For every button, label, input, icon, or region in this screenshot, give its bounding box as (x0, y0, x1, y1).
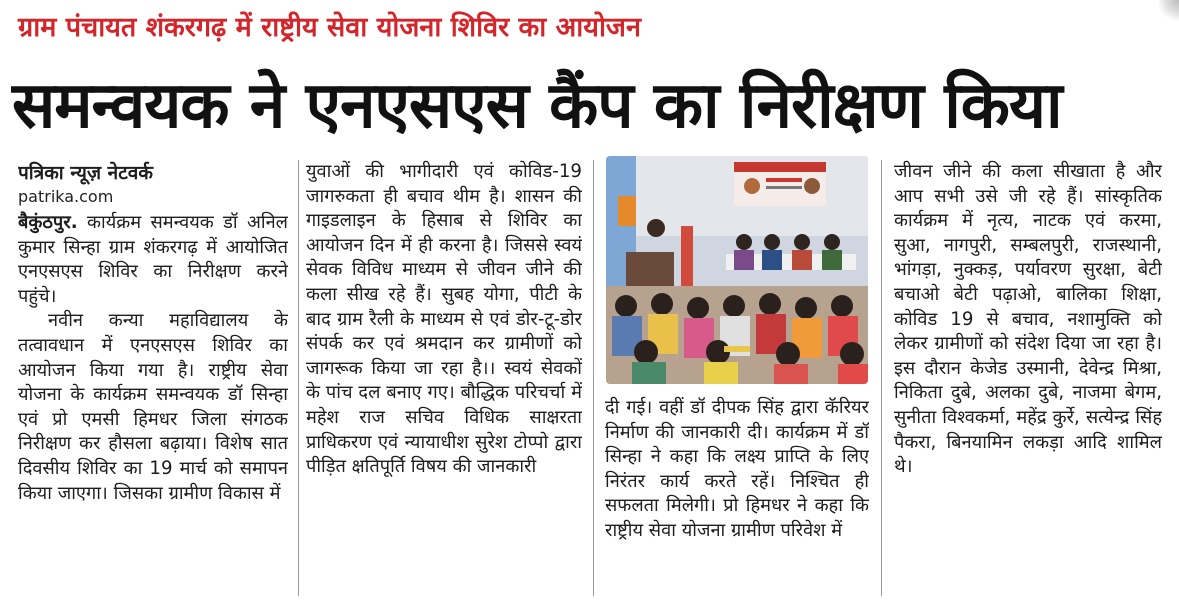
paragraph: नवीन कन्या महाविद्यालय के तत्वावधान में एनएसएस शिविर का आयोजन किया गया है। राष्ट्रीय सेवा योजना के कार्यक्रम समन्वयक डॉ सिन्हा एवं प्रो एमसी हिमधर जिला संगठक निरीक्षण कर हौसला बढ़ाया। विशेष सात दिवसीय शिविर का 19 मार्च को समापन किया जाएगा। जिसका ग्रामीण विकास में (18, 310, 288, 504)
kicker-headline: ग्राम पंचायत शंकरगढ़ में राष्ट्रीय सेवा योजना शिविर का आयोजन (18, 12, 641, 43)
paragraph: जीवन जीने की कला सीखाता है और आप सभी उसे जी रहे हैं। सांस्कृतिक कार्यक्रम में नृत्य, नाटक एवं करमा, सुआ, नागपुरी, सम्बलपुरी, राजस्थानी, भांगड़ा, नुक्कड़, पर्यावरण सुरक्षा, बेटी बचाओ बेटी पढ़ाओ, बालिका शिक्षा, कोविड 19 से बचाव, नशामुक्ति को लेकर ग्रामीणों को संदेश दिया जा रहा है। इस दौरान केजेड उस्मानी, देवेन्द्र मिश्रा, निकिता दुबे, अलका दुबे, नाजमा बेगम, सुनीता विश्वकर्मा, महेंद्र कुर्रे, सत्येन्द्र सिंह पैकरा, बिनयामिन लकड़ा आदि शामिल थे। (894, 161, 1162, 478)
site-name: patrika.com (18, 187, 114, 206)
column-divider (593, 160, 594, 596)
event-photo-illustration (606, 156, 868, 384)
column-divider (298, 160, 299, 596)
dateline: बैकुंठपुर. (18, 212, 78, 233)
paragraph: दी गई। वहीं डॉ दीपक सिंह द्वारा कॅरियर निर्माण की जानकारी दी। कार्यक्रम में डॉ सिन्हा ने कहा कि लक्ष्य प्राप्ति के लिए निरंतर कार्य करते रहें। निश्चित ही सफलता मिलेगी। प्रो हिमधर ने कहा कि राष्ट्रीय सेवा योजना ग्रामीण परिवेश में (605, 397, 869, 541)
article-column-3 (605, 396, 869, 596)
article-column-4 (894, 160, 1162, 600)
article-column-1 (18, 160, 288, 600)
page-corner-shadow (1158, 0, 1179, 22)
article-column-2 (306, 160, 582, 600)
main-headline: समन्वयक ने एनएसएस कैंप का निरीक्षण किया (12, 69, 1062, 143)
event-photo (606, 156, 868, 384)
paragraph (18, 211, 288, 309)
paragraph: युवाओं की भागीदारी एवं कोविड-19 जागरुकता ही बचाव थीम है। शासन की गाइडलाइन के हिसाब से शिविर का आयोजन दिन में ही करना है। जिससे स्वयं सेवक विविध माध्यम से जीवन जीने की कला सीख रहे हैं। सुबह योगा, पीटी के बाद ग्राम रैली के माध्यम से एवं डोर-टू-डोर संपर्क कर एवं श्रमदान कर ग्रामीणों को जागरूक किया जा रहा है।। स्वयं सेवकों के पांच दल बनाए गए। बौद्धिक परिचर्चा में महेश राज सचिव विधिक साक्षरता प्राधिकरण एवं न्यायाधीश सुरेश टोप्पो द्वारा पीड़ित क्षतिपूर्ति विषय की जानकारी (306, 161, 582, 478)
paragraph-text: कार्यक्रम समन्वयक डॉ अनिल कुमार सिन्हा ग्राम शंकरगढ़ में आयोजित एनएसएस शिविर का निरीक्षण करने पहुंचे। (18, 212, 288, 307)
column-divider (881, 160, 882, 596)
byline: पत्रिका न्यूज़ नेटवर्क (18, 162, 153, 184)
